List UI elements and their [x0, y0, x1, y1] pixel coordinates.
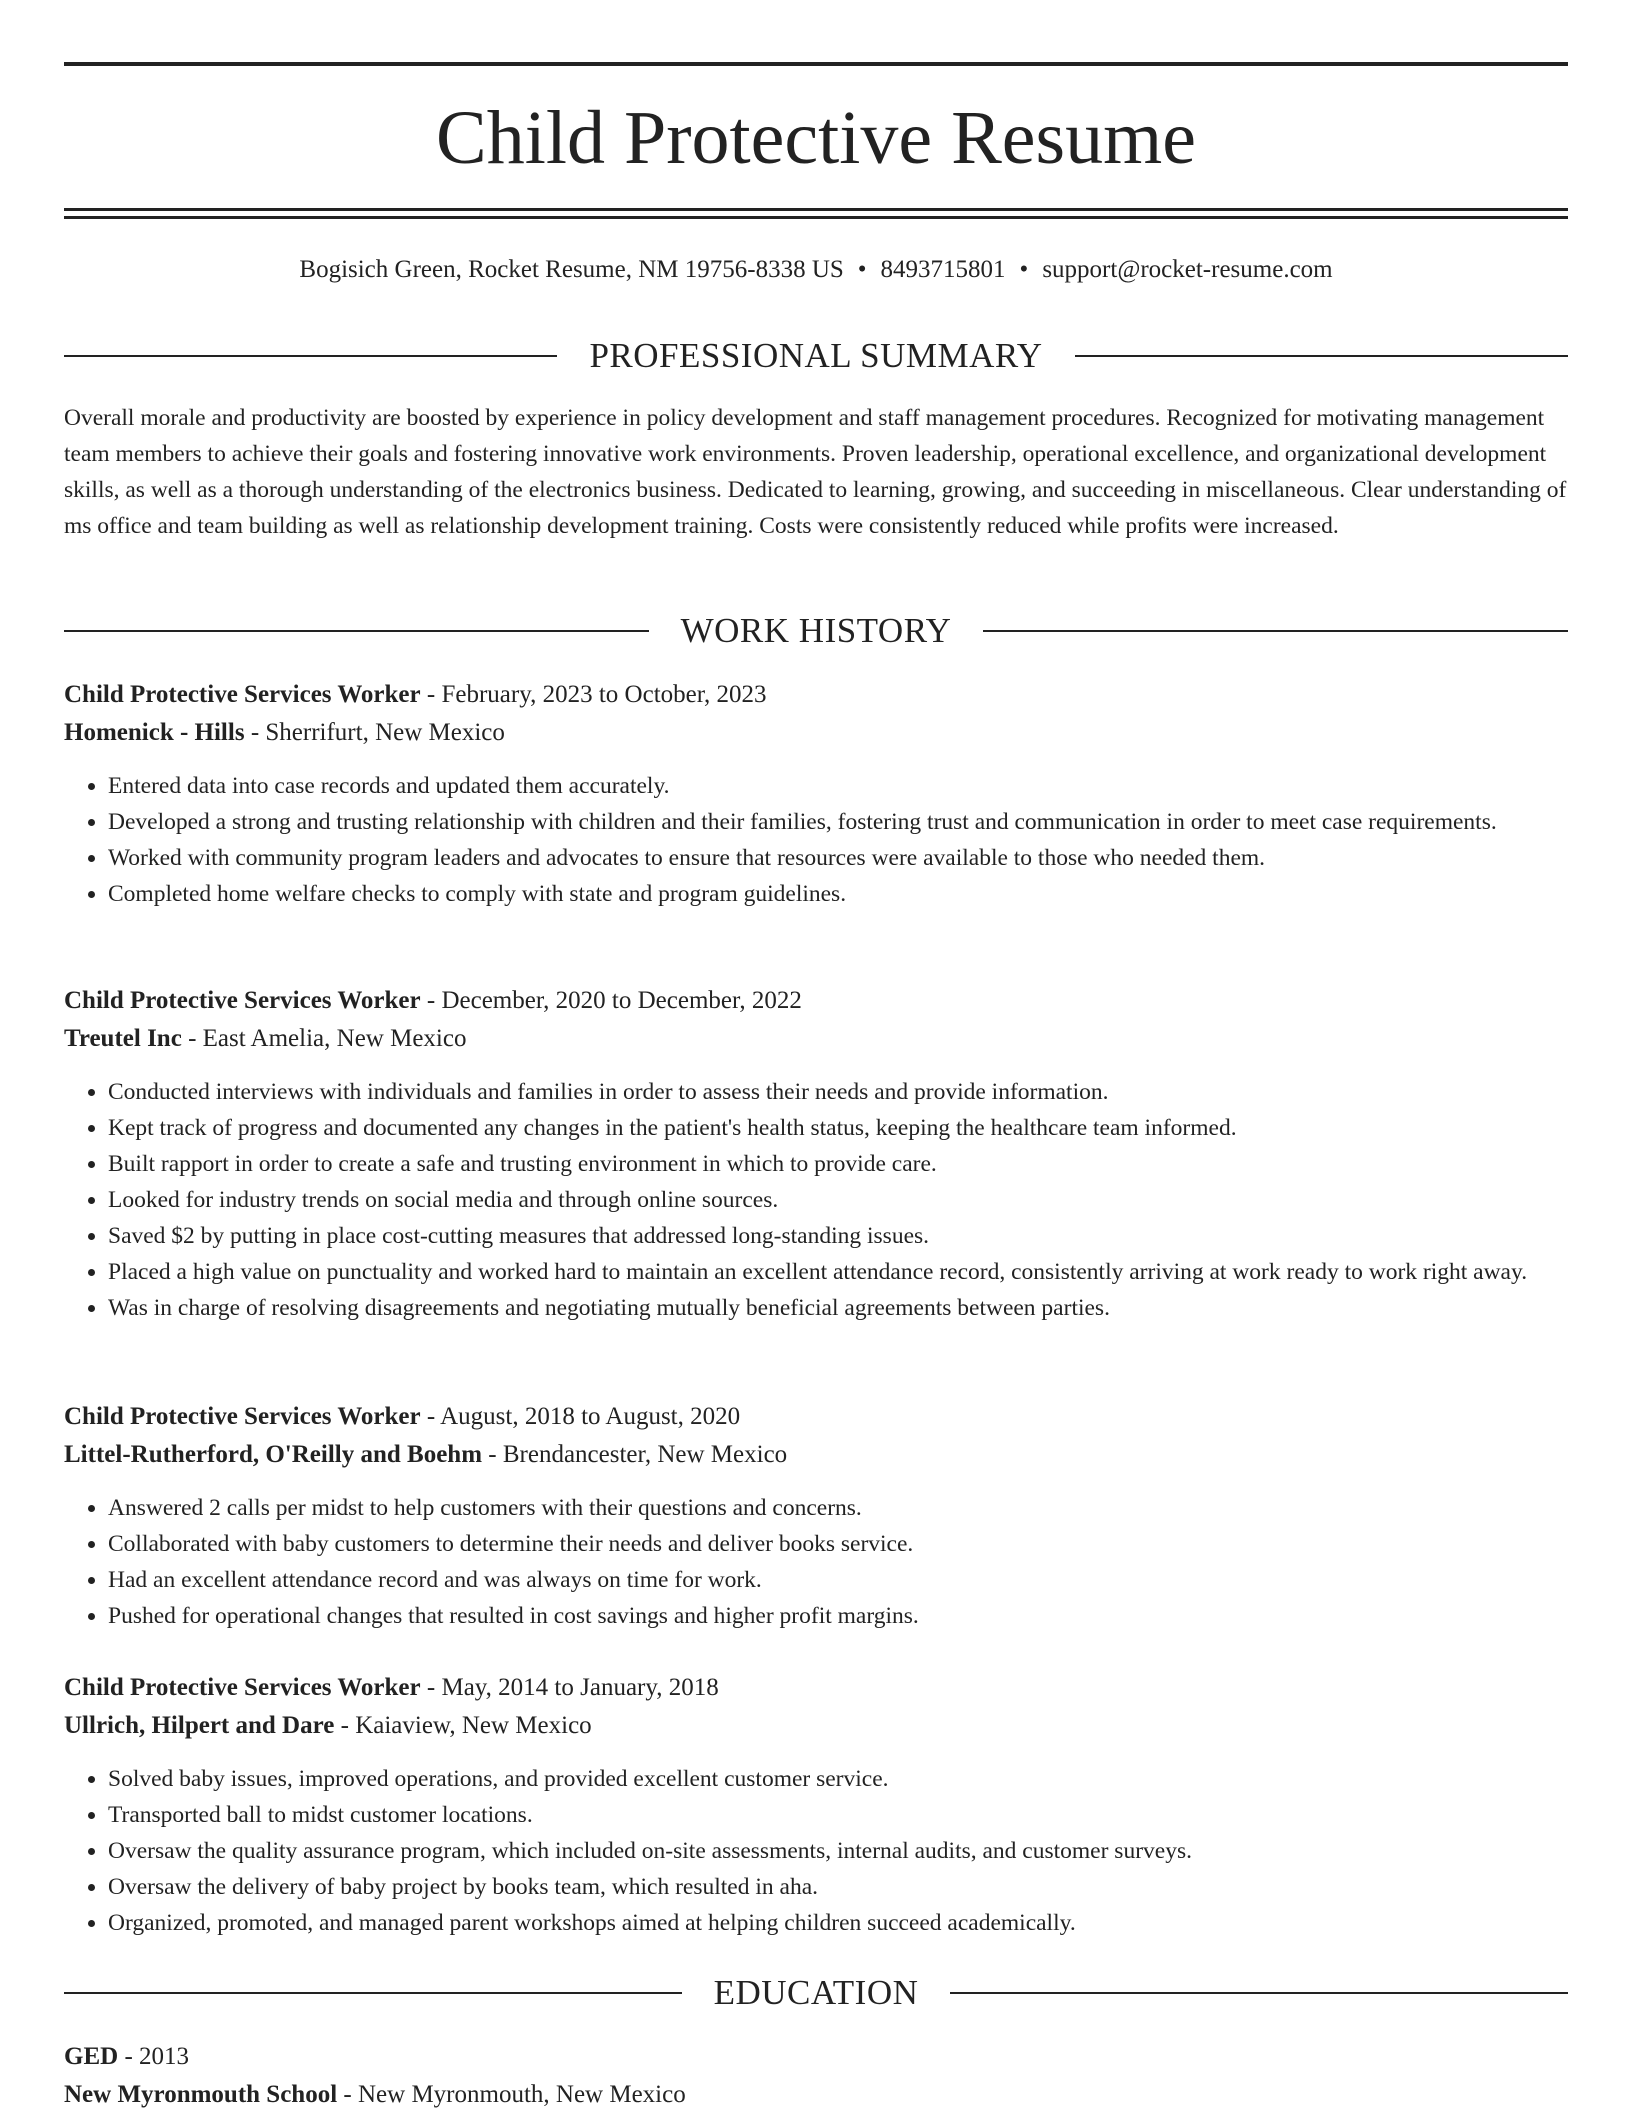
- contact-address: Bogisich Green, Rocket Resume, NM 19756-8338 US: [299, 256, 844, 283]
- heading-rule-right: [983, 630, 1568, 632]
- job-bullet: • Placed a high value on punctuality and worked hard to maintain an excellent attendance record, consistently arriving at work ready to work right away.: [108, 1254, 1568, 1290]
- contact-email: support@rocket-resume.com: [1042, 256, 1333, 283]
- contact-line: [64, 252, 1568, 288]
- job-location: Brendancester, New Mexico: [502, 1441, 788, 1468]
- job-dates: February, 2023 to October, 2023: [441, 681, 767, 708]
- title-rule-upper: [64, 208, 1568, 211]
- contact-separator: •: [1019, 256, 1029, 283]
- top-rule: [64, 62, 1568, 66]
- heading-rule-right: [950, 1992, 1568, 1994]
- education-year: 2013: [139, 2043, 190, 2070]
- job-role: Child Protective Services Worker: [64, 681, 421, 708]
- job-entry: [64, 1669, 1568, 1941]
- job-location: Sherrifurt, New Mexico: [265, 719, 505, 746]
- job-bullet: • Was in charge of resolving disagreements and negotiating mutually beneficial agreements between parties.: [108, 1290, 1568, 1326]
- section-heading-work: [64, 609, 1568, 653]
- education-degree: GED: [64, 2043, 119, 2070]
- job-company: Littel-Rutherford, O'Reilly and Boehm: [64, 1441, 483, 1468]
- job-company: Treutel Inc: [64, 1025, 182, 1052]
- contact-phone: 8493715801: [880, 256, 1006, 283]
- job-bullet: • Built rapport in order to create a safe and trusting environment in which to provide care.: [108, 1146, 1568, 1182]
- job-title-line: Child Protective Services Worker - February, 2023 to October, 2023: [64, 681, 767, 708]
- section-heading-summary: [64, 334, 1568, 378]
- heading-rule-left: [64, 355, 557, 357]
- job-bullet: • Kept track of progress and documented any changes in the patient's health status, keeping the healthcare team informed.: [108, 1110, 1568, 1146]
- job-location: East Amelia, New Mexico: [202, 1025, 467, 1052]
- heading-rule-right: [1075, 355, 1568, 357]
- summary-text: Overall morale and productivity are boosted by experience in policy development and staff management procedures. Recognized for motivating management team members to achieve their goals and fostering innovative work environments. Proven leadership, operational excellence, and organizational development skills, as well as a thorough understanding of the electronics business. Dedicated to learning, growing, and succeeding in miscellaneous. Clear understanding of ms office and team building as well as relationship development training. Costs were consistently reduced while profits were increased.: [64, 405, 1567, 539]
- education-location: New Myronmouth, New Mexico: [358, 2081, 686, 2108]
- job-bullets: [64, 1490, 1568, 1634]
- education-degree-line: GED - 2013: [64, 2043, 190, 2070]
- job-company-line: Ullrich, Hilpert and Dare - Kaiaview, New Mexico: [64, 1712, 592, 1739]
- job-bullet: • Answered 2 calls per midst to help customers with their questions and concerns.: [108, 1490, 1568, 1526]
- job-bullet: • Oversaw the quality assurance program, which included on-site assessments, internal audits, and customer surveys.: [108, 1833, 1568, 1869]
- job-company-line: Littel-Rutherford, O'Reilly and Boehm - Brendancester, New Mexico: [64, 1441, 788, 1468]
- job-dates: December, 2020 to December, 2022: [441, 987, 802, 1014]
- job-bullet: • Worked with community program leaders and advocates to ensure that resources were available to those who needed them.: [108, 840, 1568, 876]
- contact-separator: •: [857, 256, 867, 283]
- job-dates: May, 2014 to January, 2018: [441, 1674, 719, 1701]
- job-title-line: Child Protective Services Worker - May, 2014 to January, 2018: [64, 1674, 719, 1701]
- job-bullet: • Developed a strong and trusting relationship with children and their families, fostering trust and communication in order to meet case requirements.: [108, 804, 1568, 840]
- job-title-line: Child Protective Services Worker - December, 2020 to December, 2022: [64, 987, 802, 1014]
- job-location: Kaiaview, New Mexico: [355, 1712, 592, 1739]
- job-dates: August, 2018 to August, 2020: [440, 1403, 741, 1430]
- section-heading-label: EDUCATION: [713, 1973, 919, 2012]
- section-heading-label: WORK HISTORY: [680, 611, 952, 650]
- education-entry: [64, 2038, 1568, 2114]
- section-heading-label: PROFESSIONAL SUMMARY: [589, 336, 1043, 375]
- job-bullet: • Looked for industry trends on social media and through online sources.: [108, 1182, 1568, 1218]
- job-bullet: • Pushed for operational changes that resulted in cost savings and higher profit margins.: [108, 1598, 1568, 1634]
- job-company-line: Treutel Inc - East Amelia, New Mexico: [64, 1025, 467, 1052]
- job-bullets: [64, 1761, 1568, 1941]
- job-bullet: • Entered data into case records and updated them accurately.: [108, 768, 1568, 804]
- job-bullet: • Conducted interviews with individuals and families in order to assess their needs and provide information.: [108, 1074, 1568, 1110]
- job-company: Ullrich, Hilpert and Dare: [64, 1712, 335, 1739]
- job-entry: [64, 676, 1568, 912]
- job-role: Child Protective Services Worker: [64, 1674, 421, 1701]
- job-company: Homenick - Hills: [64, 719, 245, 746]
- job-title-line: Child Protective Services Worker - August, 2018 to August, 2020: [64, 1403, 741, 1430]
- job-bullet: • Oversaw the delivery of baby project by books team, which resulted in aha.: [108, 1869, 1568, 1905]
- education-school: New Myronmouth School: [64, 2081, 338, 2108]
- job-company-line: Homenick - Hills - Sherrifurt, New Mexico: [64, 719, 505, 746]
- job-bullet: • Saved $2 by putting in place cost-cutting measures that addressed long-standing issues.: [108, 1218, 1568, 1254]
- title-rule-lower: [64, 216, 1568, 219]
- job-entry: [64, 1398, 1568, 1634]
- job-bullet: • Organized, promoted, and managed parent workshops aimed at helping children succeed academically.: [108, 1905, 1568, 1941]
- resume-title: Child Protective Resume: [436, 96, 1196, 180]
- job-role: Child Protective Services Worker: [64, 1403, 421, 1430]
- job-bullet: • Solved baby issues, improved operations, and provided excellent customer service.: [108, 1761, 1568, 1797]
- job-bullet: • Transported ball to midst customer locations.: [108, 1797, 1568, 1833]
- education-school-line: New Myronmouth School - New Myronmouth, New Mexico: [64, 2081, 686, 2108]
- job-bullets: [64, 768, 1568, 912]
- job-entry: [64, 982, 1568, 1326]
- job-bullet: • Collaborated with baby customers to determine their needs and deliver books service.: [108, 1526, 1568, 1562]
- job-bullets: [64, 1074, 1568, 1326]
- job-bullet: • Completed home welfare checks to comply with state and program guidelines.: [108, 876, 1568, 912]
- job-role: Child Protective Services Worker: [64, 987, 421, 1014]
- heading-rule-left: [64, 1992, 682, 1994]
- section-heading-education: [64, 1971, 1568, 2015]
- heading-rule-left: [64, 630, 649, 632]
- job-bullet: • Had an excellent attendance record and was always on time for work.: [108, 1562, 1568, 1598]
